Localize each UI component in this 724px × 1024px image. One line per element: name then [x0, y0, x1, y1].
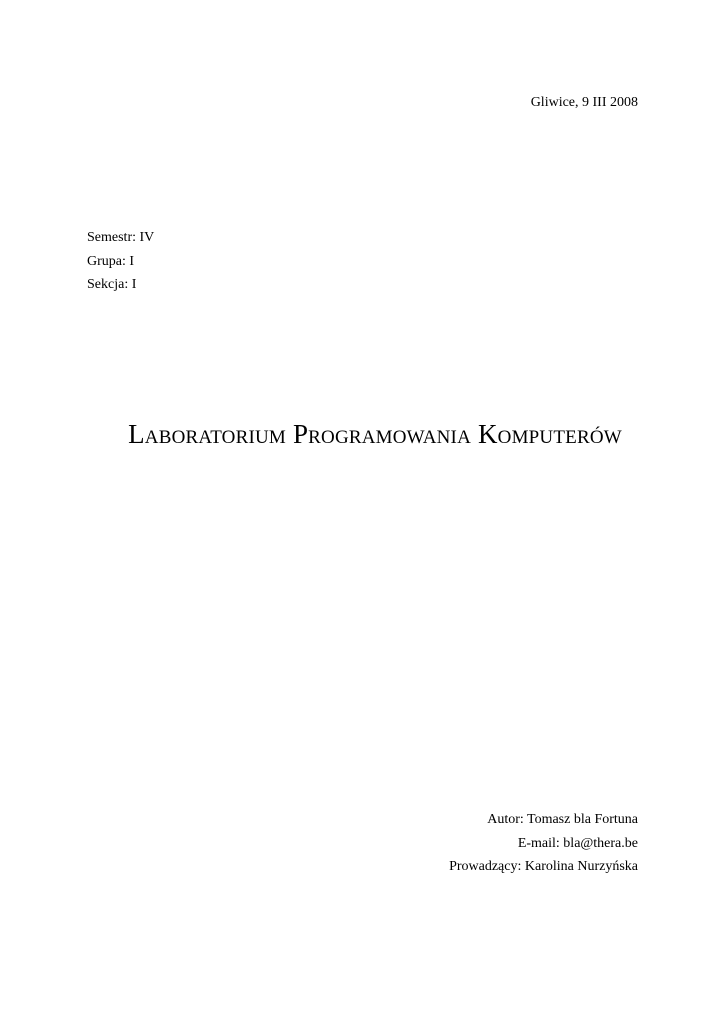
- semester-line: Semestr: IV: [87, 230, 155, 245]
- place-date: Gliwice, 9 III 2008: [530, 95, 638, 110]
- group-line: Grupa: I: [87, 253, 135, 269]
- email-line: E-mail: bla@thera.be: [517, 835, 638, 851]
- course-info: [87, 226, 154, 297]
- section-line: Sekcja: I: [87, 277, 137, 292]
- author-line: Autor: Tomasz bla Fortuna: [487, 812, 638, 827]
- author-info: [449, 808, 638, 879]
- supervisor-line: Prowadzący: Karolina Nurzyńska: [449, 859, 638, 874]
- document-title: Laboratorium Programowania Komputerów: [128, 419, 622, 449]
